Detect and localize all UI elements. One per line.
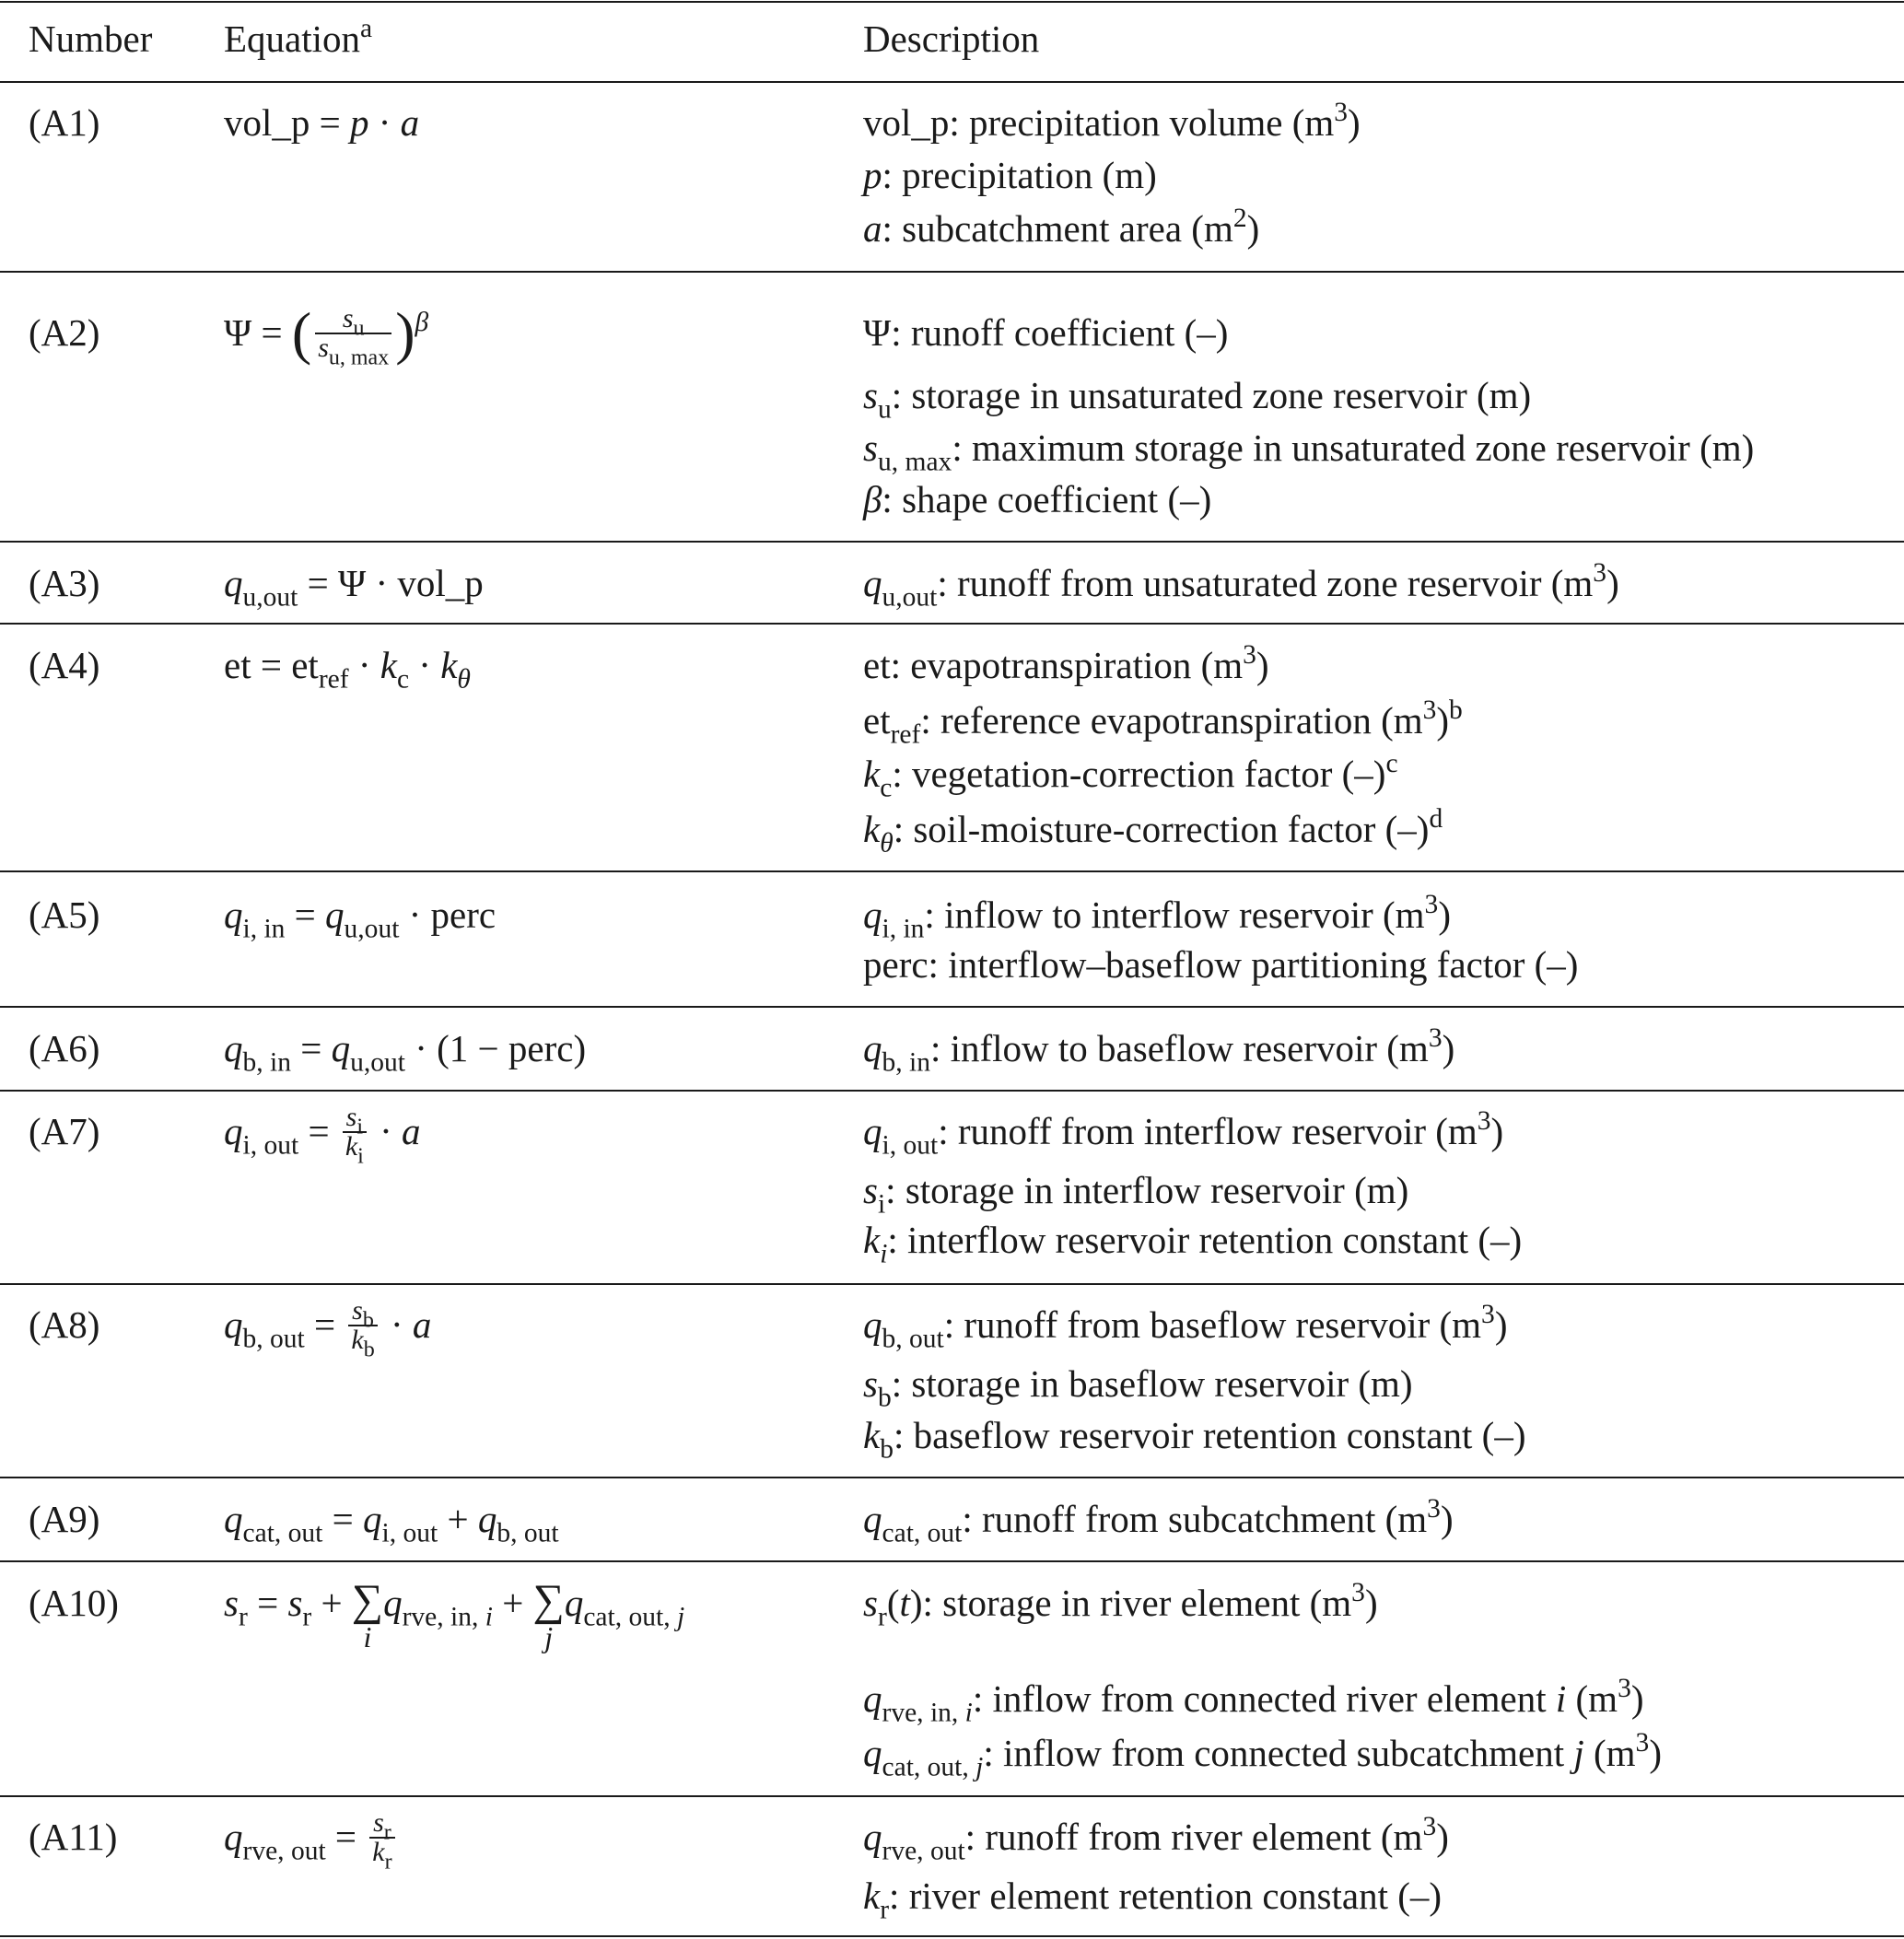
row-description: $q_{b, out}$: runoff from baseflow reservoir $(m^3)$ <box>863 1299 1508 1354</box>
row-equation: $q_{rve, out}$ = $\frac{s_r}{k_r}$ <box>224 1811 399 1870</box>
row-description: a: subcatchment area $(m^2)$ <box>863 203 1260 250</box>
row-equation: vol_p = p · a <box>224 101 420 144</box>
row-number: (A3) <box>29 562 100 604</box>
row-description: $q_{rve, out}$: runoff from river element $(m^3)$ <box>863 1811 1449 1866</box>
row-description: $q_{b, in}$: inflow to baseflow reservoir $(m^3)$ <box>863 1022 1455 1078</box>
row-number: (A9) <box>29 1498 100 1540</box>
row-description: $k_r$: river element retention constant (–) <box>863 1875 1443 1925</box>
row-equation: $q_{b, out}$ = $\frac{s_b}{k_b}$ · a <box>224 1294 432 1361</box>
row-description: $s_u$: storage in unsaturated zone reservoir (m) <box>863 374 1532 425</box>
sum-over-i: ∑ i <box>351 1576 384 1653</box>
header-number: Number <box>29 18 153 60</box>
row-equation: $q_{cat, out} = q_{i, out} + q_{b, out}$ <box>224 1498 559 1548</box>
row-number: (A11) <box>29 1816 118 1858</box>
header-equation-note: a <box>360 13 373 43</box>
table-bottom-rule <box>0 1935 1904 1937</box>
row-description: $et_{ref}$: reference evapotranspiration $(m^3)^b$ <box>863 695 1463 750</box>
row-description: $q_{i, out}$: runoff from interflow reservoir $(m^3)$ <box>863 1105 1504 1161</box>
row-separator <box>0 1477 1904 1478</box>
row-description: p: precipitation (m) <box>863 154 1157 196</box>
row-number: (A6) <box>29 1027 100 1069</box>
row-equation: $q_{u,out} = \Psi$ · vol_p <box>224 562 484 613</box>
row-separator <box>0 1795 1904 1797</box>
row-equation: et = $et_{ref} \cdot k_c \cdot k_\theta$ <box>224 644 471 695</box>
row-separator <box>0 1560 1904 1562</box>
row-description: $q_{rve, in, i}$: inflow from connected river element i $(m^3)$ <box>863 1673 1644 1728</box>
row-description: $q_{i, in}$: inflow to interflow reservoir $(m^3)$ <box>863 889 1451 944</box>
row-number: (A4) <box>29 644 100 686</box>
row-equation: $q_{i, in} = q_{u,out}$ · perc <box>224 894 496 944</box>
row-description: $k_b$: baseflow reservoir retention constant (–) <box>863 1414 1526 1465</box>
row-number: (A7) <box>29 1110 100 1152</box>
row-description: Ψ: runoff coefficient (–) <box>863 311 1229 354</box>
row-separator <box>0 870 1904 872</box>
row-description: $q_{u,out}$: runoff from unsaturated zone reservoir $(m^3)$ <box>863 557 1619 613</box>
sum-over-j: ∑ j <box>532 1576 565 1653</box>
header-equation <box>224 13 372 64</box>
row-separator <box>0 271 1904 273</box>
row-separator <box>0 623 1904 625</box>
row-description: $s_b$: storage in baseflow reservoir (m) <box>863 1362 1413 1413</box>
row-description: $s_{u, max}$: maximum storage in unsaturated zone reservoir (m) <box>863 426 1755 477</box>
header-description: Description <box>863 18 1040 60</box>
row-separator <box>0 1283 1904 1285</box>
table-top-rule <box>0 1 1904 3</box>
header-equation-label: Equation <box>224 18 361 60</box>
row-description: vol_p: precipitation volume $(m^3)$ <box>863 97 1361 144</box>
row-description: $k_\theta$: soil-moisture-correction factor $(-)^d$ <box>863 803 1443 859</box>
row-number: (A8) <box>29 1303 100 1346</box>
row-separator <box>0 1006 1904 1008</box>
row-equation: Ψ = ( $\frac{s_u}{s_{u, max}}$ )$^\beta$ <box>224 299 429 369</box>
row-description: β: shape coefficient (–) <box>863 478 1212 520</box>
row-description: $k_i$: interflow reservoir retention constant (–) <box>863 1219 1523 1269</box>
row-description: perc: interflow–baseflow partitioning factor (–) <box>863 943 1579 986</box>
header-rule <box>0 81 1904 83</box>
row-separator <box>0 1090 1904 1092</box>
row-description: $q_{cat, out}$: runoff from subcatchment $(m^3)$ <box>863 1493 1454 1548</box>
row-number: (A5) <box>29 894 100 936</box>
row-equation: $q_{b, in} = q_{u,out} \cdot (1$ − perc) <box>224 1027 587 1078</box>
row-description: $s_i$: storage in interflow reservoir (m) <box>863 1169 1409 1220</box>
row-number: (A1) <box>29 101 100 144</box>
row-equation: $s_r = s_r$ + ∑ i $q_{rve, in, i}$ + ∑ j $q_{cat, out, j}$ <box>224 1576 685 1653</box>
row-description: $k_c$: vegetation-correction factor $(-)^c$ <box>863 748 1398 803</box>
row-number: (A10) <box>29 1582 119 1624</box>
row-description: et: evapotranspiration $(m^3)$ <box>863 639 1269 686</box>
row-number: (A2) <box>29 311 100 354</box>
row-description: $q_{cat, out, j}$: inflow from connected subcatchment j $(m^3)$ <box>863 1727 1662 1782</box>
row-equation: $q_{i, out}$ = $\frac{s_i}{k_i}$ · a <box>224 1101 421 1168</box>
row-separator <box>0 541 1904 543</box>
row-description: $s_r(t)$: storage in river element $(m^3)$ <box>863 1577 1378 1632</box>
